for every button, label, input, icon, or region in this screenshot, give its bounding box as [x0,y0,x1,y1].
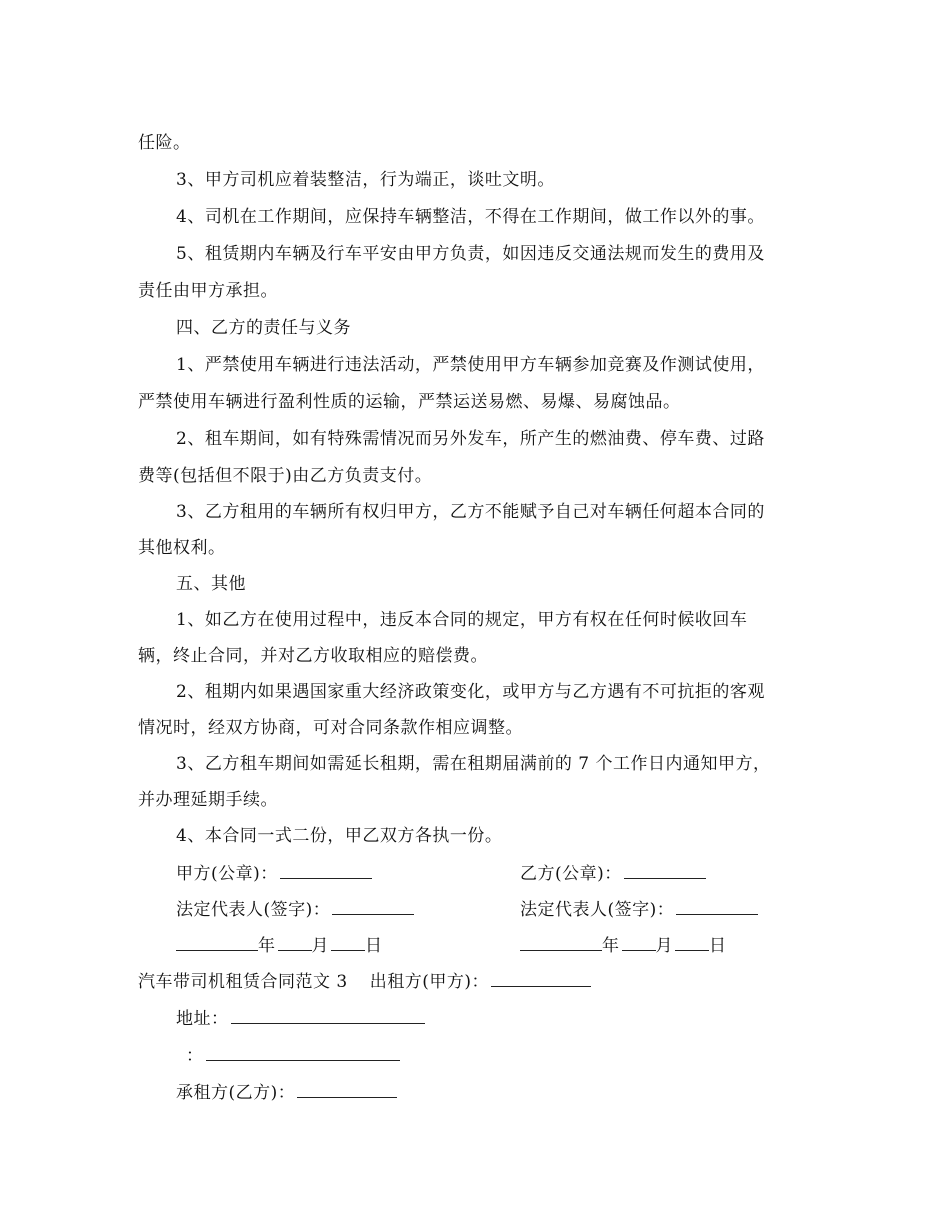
paragraph-line: 任险。 [138,133,191,153]
party-a-seal-field [176,860,372,886]
section-heading: 四、乙方的责任与义务 [176,318,351,338]
lessee-field [176,1079,397,1105]
paragraph-line: 严禁使用车辆进行盈利性质的运输，严禁运送易燃、易爆、易腐蚀品。 [138,392,681,412]
day-label: 日 [365,936,383,956]
address-label: 地址： [176,1009,229,1029]
party-b-seal-blank [624,860,706,879]
paragraph-line: 情况时，经双方协商，可对合同条款作相应调整。 [138,718,523,738]
year-label: 年 [602,936,620,956]
legal-rep-a-blank [332,896,414,915]
paragraph-line: 2、租期内如果遇国家重大经济政策变化，或甲方与乙方遇有不可抗拒的客观 [176,682,765,702]
date-b-field [520,932,727,958]
day-blank [331,932,365,951]
lessee-label: 承租方(乙方)： [176,1083,296,1103]
paragraph-line: 3、乙方租车期间如需延长租期，需在租期届满前的 7 个工作日内通知甲方， [176,754,771,774]
paragraph-line: 并办理延期手续。 [138,790,278,810]
paragraph-line: 4、本合同一式二份，甲乙双方各执一份。 [176,826,503,846]
paragraph-line: 3、乙方租用的车辆所有权归甲方，乙方不能赋予自己对车辆任何超本合同的 [176,502,765,522]
day-blank [675,932,709,951]
paragraph-line: 1、如乙方在使用过程中，违反本合同的规定，甲方有权在任何时候收回车 [176,610,748,630]
party-a-seal-blank [280,860,372,879]
legal-rep-b-field [520,896,758,922]
paragraph-line: 4、司机在工作期间，应保持车辆整洁，不得在工作期间，做工作以外的事。 [176,207,765,227]
paragraph-line: 费等(包括但不限于)由乙方负责支付。 [138,466,433,486]
section-heading: 五、其他 [176,574,246,594]
year-label: 年 [258,936,276,956]
month-label: 月 [655,936,673,956]
unlabeled-blank [206,1042,400,1061]
address-field [176,1005,425,1031]
party-a-seal-label: 甲方(公章)： [176,864,278,884]
month-label: 月 [311,936,329,956]
paragraph-line: 1、严禁使用车辆进行违法活动，严禁使用甲方车辆参加竞赛及作测试使用， [176,355,765,375]
paragraph-line: 其他权利。 [138,538,226,558]
lessee-blank [297,1079,397,1098]
paragraph-line: 5、租赁期内车辆及行车平安由甲方负责，如因违反交通法规而发生的费用及 [176,244,765,264]
paragraph-line: 辆，终止合同，并对乙方收取相应的赔偿费。 [138,646,488,666]
paragraph-line: 3、甲方司机应着装整洁，行为端正，谈吐文明。 [176,170,555,190]
legal-rep-b-label: 法定代表人(签字)： [520,900,675,920]
paragraph-line: 责任由甲方承担。 [138,281,278,301]
lessor-blank [491,968,591,987]
next-template-line [138,968,591,994]
party-b-seal-label: 乙方(公章)： [520,864,622,884]
year-blank [520,932,602,951]
month-blank [622,932,656,951]
legal-rep-a-field [176,896,414,922]
paragraph-line: 2、租车期间，如有特殊需情况而另外发车，所产生的燃油费、停车费、过路 [176,429,765,449]
year-blank [176,932,258,951]
unlabeled-field [186,1042,400,1068]
address-blank [231,1005,425,1024]
date-a-field [176,932,383,958]
month-blank [278,932,312,951]
legal-rep-a-label: 法定代表人(签字)： [176,900,331,920]
next-template-title: 汽车带司机租赁合同范文 3 [138,972,348,992]
day-label: 日 [709,936,727,956]
colon-label: ： [186,1046,204,1066]
lessor-label: 出租方(甲方)： [369,972,489,992]
party-b-seal-field [520,860,706,886]
legal-rep-b-blank [676,896,758,915]
